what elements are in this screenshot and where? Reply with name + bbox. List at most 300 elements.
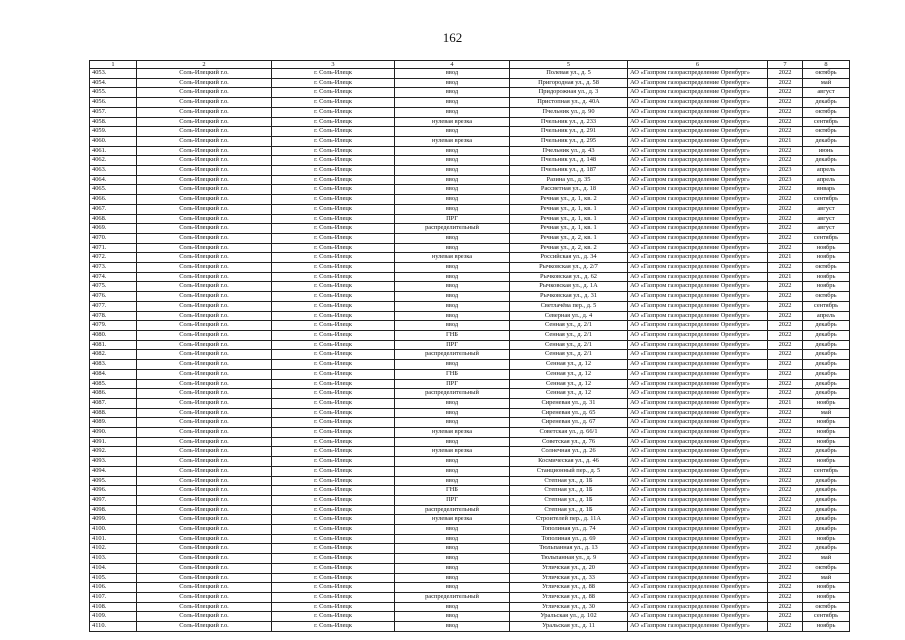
address-cell: Угличская ул., д. 30: [510, 602, 628, 612]
municipality-cell: Соль-Илецкий г.о.: [137, 544, 272, 554]
year-cell: 2022: [768, 243, 803, 253]
work-type-cell: ввод: [395, 534, 510, 544]
table-row: [90, 224, 850, 234]
organization-cell: АО «Газпром газораспределение Оренбург»: [628, 622, 768, 632]
year-cell: 2022: [768, 457, 803, 467]
row-number-cell: 4089.: [90, 418, 137, 428]
address-cell: Сенная ул., д. 2/1: [510, 350, 628, 360]
work-type-cell: распределительный: [395, 592, 510, 602]
organization-cell: АО «Газпром газораспределение Оренбург»: [628, 253, 768, 263]
table-row: [90, 495, 850, 505]
year-cell: 2022: [768, 602, 803, 612]
address-cell: Пчельник ул., д. 291: [510, 127, 628, 137]
month-cell: ноябрь: [803, 418, 850, 428]
work-type-cell: ввод: [395, 195, 510, 205]
work-type-cell: нулевая врезка: [395, 515, 510, 525]
month-cell: декабрь: [803, 350, 850, 360]
month-cell: декабрь: [803, 156, 850, 166]
row-number-cell: 4083.: [90, 360, 137, 370]
row-number-cell: 4067.: [90, 204, 137, 214]
table-row: [90, 369, 850, 379]
municipality-cell: Соль-Илецкий г.о.: [137, 136, 272, 146]
month-cell: декабрь: [803, 340, 850, 350]
row-number-cell: 4080.: [90, 330, 137, 340]
year-cell: 2022: [768, 301, 803, 311]
year-cell: 2022: [768, 292, 803, 302]
municipality-cell: Соль-Илецкий г.о.: [137, 117, 272, 127]
row-number-cell: 4094.: [90, 466, 137, 476]
address-cell: Пчельник ул., д. 148: [510, 156, 628, 166]
year-cell: 2022: [768, 592, 803, 602]
organization-cell: АО «Газпром газораспределение Оренбург»: [628, 185, 768, 195]
table-row: [90, 156, 850, 166]
address-cell: Сиреневая ул., д. 31: [510, 398, 628, 408]
row-number-cell: 4084.: [90, 369, 137, 379]
year-cell: 2021: [768, 272, 803, 282]
header-cell-4: 4: [395, 61, 510, 69]
table-row: [90, 301, 850, 311]
municipality-cell: Соль-Илецкий г.о.: [137, 476, 272, 486]
address-cell: Сенная ул., д. 12: [510, 389, 628, 399]
table-row: [90, 592, 850, 602]
row-number-cell: 4060.: [90, 136, 137, 146]
row-number-cell: 4097.: [90, 495, 137, 505]
work-type-cell: нулевая врезка: [395, 428, 510, 438]
work-type-cell: ввод: [395, 622, 510, 632]
organization-cell: АО «Газпром газораспределение Оренбург»: [628, 69, 768, 79]
municipality-cell: Соль-Илецкий г.о.: [137, 175, 272, 185]
month-cell: ноябрь: [803, 272, 850, 282]
year-cell: 2022: [768, 583, 803, 593]
address-cell: Полевая ул., д. 5: [510, 69, 628, 79]
work-type-cell: ввод: [395, 457, 510, 467]
table-row: [90, 243, 850, 253]
month-cell: ноябрь: [803, 592, 850, 602]
month-cell: май: [803, 554, 850, 564]
header-cell-8: 8: [803, 61, 850, 69]
month-cell: ноябрь: [803, 243, 850, 253]
table-row: [90, 398, 850, 408]
month-cell: сентябрь: [803, 466, 850, 476]
table-row: [90, 311, 850, 321]
work-type-cell: ввод: [395, 311, 510, 321]
row-number-cell: 4086.: [90, 389, 137, 399]
address-cell: Разина ул., д. 35: [510, 175, 628, 185]
table-row: [90, 515, 850, 525]
municipality-cell: Соль-Илецкий г.о.: [137, 253, 272, 263]
municipality-cell: Соль-Илецкий г.о.: [137, 272, 272, 282]
address-cell: Степная ул., д. 1Б: [510, 495, 628, 505]
row-number-cell: 4079.: [90, 321, 137, 331]
row-number-cell: 4105.: [90, 573, 137, 583]
settlement-cell: г. Соль-Илецк: [272, 369, 395, 379]
municipality-cell: Соль-Илецкий г.о.: [137, 301, 272, 311]
table-row: [90, 379, 850, 389]
settlement-cell: г. Соль-Илецк: [272, 486, 395, 496]
row-number-cell: 4059.: [90, 127, 137, 137]
work-type-cell: распределительный: [395, 389, 510, 399]
row-number-cell: 4096.: [90, 486, 137, 496]
address-cell: Угличская ул., д. 20: [510, 563, 628, 573]
address-cell: Солнечная ул., д. 26: [510, 447, 628, 457]
municipality-cell: Соль-Илецкий г.о.: [137, 418, 272, 428]
work-type-cell: ввод: [395, 476, 510, 486]
table-row: [90, 88, 850, 98]
row-number-cell: 4082.: [90, 350, 137, 360]
table-row: [90, 166, 850, 176]
year-cell: 2021: [768, 534, 803, 544]
month-cell: октябрь: [803, 127, 850, 137]
row-number-cell: 4102.: [90, 544, 137, 554]
organization-cell: АО «Газпром газораспределение Оренбург»: [628, 175, 768, 185]
table-row: [90, 418, 850, 428]
municipality-cell: Соль-Илецкий г.о.: [137, 360, 272, 370]
organization-cell: АО «Газпром газораспределение Оренбург»: [628, 136, 768, 146]
settlement-cell: г. Соль-Илецк: [272, 573, 395, 583]
row-number-cell: 4054.: [90, 78, 137, 88]
municipality-cell: Соль-Илецкий г.о.: [137, 69, 272, 79]
year-cell: 2022: [768, 554, 803, 564]
settlement-cell: г. Соль-Илецк: [272, 612, 395, 622]
address-cell: Пчельник ул., д. 295: [510, 136, 628, 146]
month-cell: декабрь: [803, 486, 850, 496]
year-cell: 2022: [768, 311, 803, 321]
row-number-cell: 4100.: [90, 525, 137, 535]
month-cell: апрель: [803, 175, 850, 185]
month-cell: ноябрь: [803, 583, 850, 593]
work-type-cell: ввод: [395, 69, 510, 79]
organization-cell: АО «Газпром газораспределение Оренбург»: [628, 117, 768, 127]
month-cell: декабрь: [803, 544, 850, 554]
organization-cell: АО «Газпром газораспределение Оренбург»: [628, 457, 768, 467]
organization-cell: АО «Газпром газораспределение Оренбург»: [628, 525, 768, 535]
organization-cell: АО «Газпром газораспределение Оренбург»: [628, 282, 768, 292]
year-cell: 2022: [768, 330, 803, 340]
settlement-cell: г. Соль-Илецк: [272, 243, 395, 253]
municipality-cell: Соль-Илецкий г.о.: [137, 233, 272, 243]
address-cell: Сенная ул., д. 2/1: [510, 330, 628, 340]
municipality-cell: Соль-Илецкий г.о.: [137, 389, 272, 399]
organization-cell: АО «Газпром газораспределение Оренбург»: [628, 340, 768, 350]
organization-cell: АО «Газпром газораспределение Оренбург»: [628, 146, 768, 156]
year-cell: 2021: [768, 253, 803, 263]
month-cell: декабрь: [803, 447, 850, 457]
organization-cell: АО «Газпром газораспределение Оренбург»: [628, 389, 768, 399]
year-cell: 2022: [768, 389, 803, 399]
settlement-cell: г. Соль-Илецк: [272, 525, 395, 535]
work-type-cell: ввод: [395, 525, 510, 535]
month-cell: ноябрь: [803, 437, 850, 447]
month-cell: сентябрь: [803, 195, 850, 205]
row-number-cell: 4062.: [90, 156, 137, 166]
settlement-cell: г. Соль-Илецк: [272, 98, 395, 108]
month-cell: сентябрь: [803, 233, 850, 243]
month-cell: октябрь: [803, 602, 850, 612]
year-cell: 2022: [768, 214, 803, 224]
settlement-cell: г. Соль-Илецк: [272, 544, 395, 554]
month-cell: май: [803, 573, 850, 583]
municipality-cell: Соль-Илецкий г.о.: [137, 408, 272, 418]
work-type-cell: ввод: [395, 146, 510, 156]
organization-cell: АО «Газпром газораспределение Оренбург»: [628, 166, 768, 176]
row-number-cell: 4103.: [90, 554, 137, 564]
work-type-cell: ввод: [395, 88, 510, 98]
address-cell: Сенная ул., д. 12: [510, 360, 628, 370]
work-type-cell: ввод: [395, 437, 510, 447]
organization-cell: АО «Газпром газораспределение Оренбург»: [628, 156, 768, 166]
table-row: [90, 330, 850, 340]
table-row: [90, 544, 850, 554]
municipality-cell: Соль-Илецкий г.о.: [137, 311, 272, 321]
municipality-cell: Соль-Илецкий г.о.: [137, 398, 272, 408]
organization-cell: АО «Газпром газораспределение Оренбург»: [628, 544, 768, 554]
organization-cell: АО «Газпром газораспределение Оренбург»: [628, 554, 768, 564]
settlement-cell: г. Соль-Илецк: [272, 78, 395, 88]
year-cell: 2022: [768, 612, 803, 622]
table-row: [90, 563, 850, 573]
municipality-cell: Соль-Илецкий г.о.: [137, 495, 272, 505]
header-cell-7: 7: [768, 61, 803, 69]
table-row: [90, 554, 850, 564]
address-cell: Станционный пер., д. 5: [510, 466, 628, 476]
address-cell: Тюльпанная ул., д. 13: [510, 544, 628, 554]
row-number-cell: 4092.: [90, 447, 137, 457]
year-cell: 2022: [768, 428, 803, 438]
row-number-cell: 4093.: [90, 457, 137, 467]
year-cell: 2022: [768, 466, 803, 476]
row-number-cell: 4095.: [90, 476, 137, 486]
work-type-cell: ввод: [395, 544, 510, 554]
municipality-cell: Соль-Илецкий г.о.: [137, 340, 272, 350]
settlement-cell: г. Соль-Илецк: [272, 505, 395, 515]
municipality-cell: Соль-Илецкий г.о.: [137, 447, 272, 457]
month-cell: ноябрь: [803, 428, 850, 438]
year-cell: 2022: [768, 78, 803, 88]
row-number-cell: 4087.: [90, 398, 137, 408]
municipality-cell: Соль-Илецкий г.о.: [137, 127, 272, 137]
municipality-cell: Соль-Илецкий г.о.: [137, 515, 272, 525]
organization-cell: АО «Газпром газораспределение Оренбург»: [628, 243, 768, 253]
address-cell: Пчельник ул., д. 90: [510, 107, 628, 117]
organization-cell: АО «Газпром газораспределение Оренбург»: [628, 360, 768, 370]
work-type-cell: ввод: [395, 175, 510, 185]
year-cell: 2022: [768, 563, 803, 573]
settlement-cell: г. Соль-Илецк: [272, 204, 395, 214]
work-type-cell: распределительный: [395, 350, 510, 360]
work-type-cell: ввод: [395, 292, 510, 302]
address-cell: Сенная ул., д. 12: [510, 379, 628, 389]
table-row: [90, 282, 850, 292]
municipality-cell: Соль-Илецкий г.о.: [137, 563, 272, 573]
municipality-cell: Соль-Илецкий г.о.: [137, 534, 272, 544]
table-row: [90, 69, 850, 79]
settlement-cell: г. Соль-Илецк: [272, 330, 395, 340]
settlement-cell: г. Соль-Илецк: [272, 175, 395, 185]
row-number-cell: 4078.: [90, 311, 137, 321]
organization-cell: АО «Газпром газораспределение Оренбург»: [628, 466, 768, 476]
year-cell: 2021: [768, 515, 803, 525]
month-cell: декабрь: [803, 98, 850, 108]
table-row: [90, 107, 850, 117]
settlement-cell: г. Соль-Илецк: [272, 554, 395, 564]
address-cell: Тюльпанная ул., д. 9: [510, 554, 628, 564]
municipality-cell: Соль-Илецкий г.о.: [137, 379, 272, 389]
address-cell: Угличская ул., д. 33: [510, 573, 628, 583]
organization-cell: АО «Газпром газораспределение Оренбург»: [628, 321, 768, 331]
address-cell: Сенная ул., д. 12: [510, 369, 628, 379]
gasification-table: [89, 60, 850, 632]
month-cell: январь: [803, 185, 850, 195]
row-number-cell: 4072.: [90, 253, 137, 263]
row-number-cell: 4076.: [90, 292, 137, 302]
organization-cell: АО «Газпром газораспределение Оренбург»: [628, 612, 768, 622]
settlement-cell: г. Соль-Илецк: [272, 292, 395, 302]
month-cell: ноябрь: [803, 398, 850, 408]
row-number-cell: 4061.: [90, 146, 137, 156]
year-cell: 2022: [768, 156, 803, 166]
organization-cell: АО «Газпром газораспределение Оренбург»: [628, 505, 768, 515]
settlement-cell: г. Соль-Илецк: [272, 127, 395, 137]
organization-cell: АО «Газпром газораспределение Оренбург»: [628, 301, 768, 311]
year-cell: 2022: [768, 350, 803, 360]
organization-cell: АО «Газпром газораспределение Оренбург»: [628, 107, 768, 117]
work-type-cell: распределительный: [395, 224, 510, 234]
work-type-cell: ГНБ: [395, 486, 510, 496]
municipality-cell: Соль-Илецкий г.о.: [137, 195, 272, 205]
table-body: [90, 69, 850, 632]
year-cell: 2022: [768, 408, 803, 418]
settlement-cell: г. Соль-Илецк: [272, 224, 395, 234]
year-cell: 2022: [768, 622, 803, 632]
header-cell-3: 3: [272, 61, 395, 69]
row-number-cell: 4099.: [90, 515, 137, 525]
settlement-cell: г. Соль-Илецк: [272, 185, 395, 195]
municipality-cell: Соль-Илецкий г.о.: [137, 612, 272, 622]
month-cell: сентябрь: [803, 612, 850, 622]
month-cell: октябрь: [803, 563, 850, 573]
municipality-cell: Соль-Илецкий г.о.: [137, 214, 272, 224]
settlement-cell: г. Соль-Илецк: [272, 107, 395, 117]
table-row: [90, 583, 850, 593]
work-type-cell: ввод: [395, 263, 510, 273]
year-cell: 2022: [768, 146, 803, 156]
municipality-cell: Соль-Илецкий г.о.: [137, 622, 272, 632]
municipality-cell: Соль-Илецкий г.о.: [137, 554, 272, 564]
work-type-cell: ввод: [395, 98, 510, 108]
municipality-cell: Соль-Илецкий г.о.: [137, 204, 272, 214]
table-row: [90, 136, 850, 146]
month-cell: декабрь: [803, 360, 850, 370]
address-cell: Речная ул., д. 1, кв. 1: [510, 204, 628, 214]
organization-cell: АО «Газпром газораспределение Оренбург»: [628, 408, 768, 418]
settlement-cell: г. Соль-Илецк: [272, 563, 395, 573]
address-cell: Сиреневая ул., д. 65: [510, 408, 628, 418]
work-type-cell: ввод: [395, 301, 510, 311]
table-row: [90, 98, 850, 108]
month-cell: декабрь: [803, 525, 850, 535]
settlement-cell: г. Соль-Илецк: [272, 495, 395, 505]
year-cell: 2022: [768, 418, 803, 428]
address-cell: Уральская ул., д. 11: [510, 622, 628, 632]
row-number-cell: 4108.: [90, 602, 137, 612]
year-cell: 2022: [768, 369, 803, 379]
table-row: [90, 408, 850, 418]
month-cell: декабрь: [803, 136, 850, 146]
settlement-cell: г. Соль-Илецк: [272, 389, 395, 399]
address-cell: Угличская ул., д. 88: [510, 592, 628, 602]
work-type-cell: ввод: [395, 466, 510, 476]
month-cell: сентябрь: [803, 301, 850, 311]
row-number-cell: 4063.: [90, 166, 137, 176]
municipality-cell: Соль-Илецкий г.о.: [137, 243, 272, 253]
table-row: [90, 612, 850, 622]
municipality-cell: Соль-Илецкий г.о.: [137, 166, 272, 176]
settlement-cell: г. Соль-Илецк: [272, 457, 395, 467]
year-cell: 2022: [768, 321, 803, 331]
settlement-cell: г. Соль-Илецк: [272, 282, 395, 292]
month-cell: апрель: [803, 311, 850, 321]
row-number-cell: 4065.: [90, 185, 137, 195]
settlement-cell: г. Соль-Илецк: [272, 166, 395, 176]
address-cell: Пчельник ул., д. 233: [510, 117, 628, 127]
settlement-cell: г. Соль-Илецк: [272, 146, 395, 156]
year-cell: 2022: [768, 88, 803, 98]
address-cell: Светлачёва пер., д. 5: [510, 301, 628, 311]
year-cell: 2022: [768, 544, 803, 554]
table-row: [90, 534, 850, 544]
settlement-cell: г. Соль-Илецк: [272, 583, 395, 593]
municipality-cell: Соль-Илецкий г.о.: [137, 573, 272, 583]
organization-cell: АО «Газпром газораспределение Оренбург»: [628, 583, 768, 593]
municipality-cell: Соль-Илецкий г.о.: [137, 602, 272, 612]
year-cell: 2022: [768, 447, 803, 457]
year-cell: 2022: [768, 195, 803, 205]
row-number-cell: 4056.: [90, 98, 137, 108]
address-cell: Речная ул., д. 2, кв. 1: [510, 233, 628, 243]
settlement-cell: г. Соль-Илецк: [272, 311, 395, 321]
organization-cell: АО «Газпром газораспределение Оренбург»: [628, 602, 768, 612]
table-row: [90, 204, 850, 214]
year-cell: 2022: [768, 379, 803, 389]
settlement-cell: г. Соль-Илецк: [272, 418, 395, 428]
address-cell: Речная ул., д. 1, кв. 1: [510, 214, 628, 224]
municipality-cell: Соль-Илецкий г.о.: [137, 185, 272, 195]
year-cell: 2022: [768, 573, 803, 583]
year-cell: 2022: [768, 495, 803, 505]
table-row: [90, 263, 850, 273]
organization-cell: АО «Газпром газораспределение Оренбург»: [628, 515, 768, 525]
address-cell: Пригородная ул., д. 58: [510, 78, 628, 88]
month-cell: октябрь: [803, 263, 850, 273]
settlement-cell: г. Соль-Илецк: [272, 437, 395, 447]
row-number-cell: 4075.: [90, 282, 137, 292]
settlement-cell: г. Соль-Илецк: [272, 301, 395, 311]
row-number-cell: 4064.: [90, 175, 137, 185]
row-number-cell: 4077.: [90, 301, 137, 311]
address-cell: Пчельник ул., д. 187: [510, 166, 628, 176]
header-row: [90, 61, 850, 69]
page-number: 162: [442, 30, 463, 45]
month-cell: декабрь: [803, 369, 850, 379]
table-row: [90, 602, 850, 612]
row-number-cell: 4091.: [90, 437, 137, 447]
year-cell: 2022: [768, 98, 803, 108]
year-cell: 2021: [768, 136, 803, 146]
year-cell: 2022: [768, 69, 803, 79]
municipality-cell: Соль-Илецкий г.о.: [137, 369, 272, 379]
table-row: [90, 272, 850, 282]
address-cell: Степная ул., д. 1Б: [510, 476, 628, 486]
